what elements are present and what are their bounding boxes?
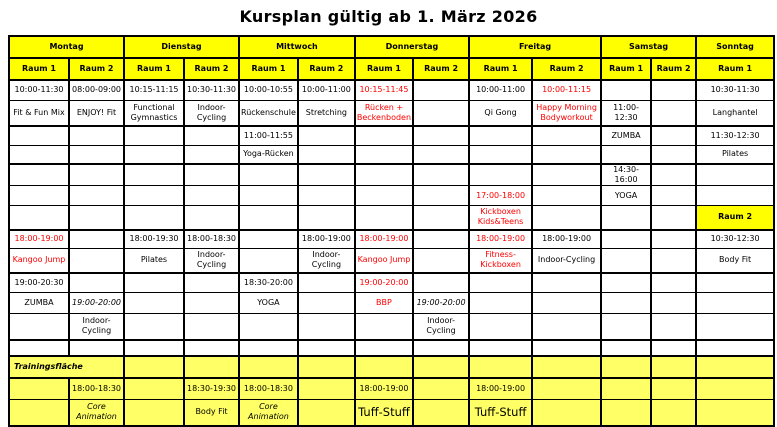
cell-evening-course-dienstag-raum2: Indoor- Cycling — [184, 249, 239, 273]
cell-trainings-course-dienstag-raum1 — [124, 400, 184, 426]
cell-morning-course-mittwoch-raum1: Rückenschule — [239, 100, 298, 126]
cell-morning-time-donnerstag-raum1: 10:15-11:45 — [355, 80, 413, 100]
cell-evening-time-freitag-raum2: 18:00-19:00 — [532, 230, 601, 249]
cell-afternoon-time-samstag-raum2 — [651, 164, 696, 186]
cell-afternoon-time-donnerstag-raum2 — [413, 164, 469, 186]
cell-late-evening-time-samstag-raum2 — [651, 273, 696, 293]
cell-late-evening-course-freitag-raum1 — [469, 293, 532, 314]
cell-midday-time-sonntag-raum1: 11:30-12:30 — [696, 126, 774, 145]
cell-trainings-course-montag-raum2: Core Animation — [69, 400, 124, 426]
cell-evening-course-donnerstag-raum1: Kangoo Jump — [355, 249, 413, 273]
cell-afternoon-course-montag-raum2 — [69, 186, 124, 206]
room-header-mittwoch-raum1: Raum 1 — [239, 58, 298, 80]
cell-trainings-header-montag-raum1: Trainingsfläche — [9, 356, 124, 378]
cell-trainings-course-mittwoch-raum2 — [298, 400, 355, 426]
row-trainings-header — [9, 356, 774, 378]
cell-afternoon-course-mittwoch-raum1 — [239, 186, 298, 206]
row-morning-course — [9, 100, 774, 126]
cell-morning-time-sonntag-raum1: 10:30-11:30 — [696, 80, 774, 100]
cell-morning-course-mittwoch-raum2: Stretching — [298, 100, 355, 126]
row-trainings-course — [9, 400, 774, 426]
room-header-montag-raum1: Raum 1 — [9, 58, 69, 80]
cell-trainings-time-sonntag-raum1 — [696, 378, 774, 400]
cell-early-evening-course-dienstag-raum2 — [184, 206, 239, 230]
cell-trainings-course-freitag-raum2 — [532, 400, 601, 426]
cell-spacer-donnerstag-raum2 — [413, 340, 469, 356]
cell-trainings-course-samstag-raum1 — [601, 400, 651, 426]
cell-afternoon-time-mittwoch-raum1 — [239, 164, 298, 186]
cell-early-evening-course-samstag-raum2 — [651, 206, 696, 230]
cell-evening-time-freitag-raum1: 18:00-19:00 — [469, 230, 532, 249]
cell-midday-course-freitag-raum2 — [532, 145, 601, 164]
cell-morning-time-mittwoch-raum2: 10:00-11:00 — [298, 80, 355, 100]
cell-morning-time-samstag-raum1 — [601, 80, 651, 100]
cell-spacer-samstag-raum1 — [601, 340, 651, 356]
cell-evening-course-donnerstag-raum2 — [413, 249, 469, 273]
cell-afternoon-course-freitag-raum2 — [532, 186, 601, 206]
cell-spacer-montag-raum1 — [9, 340, 69, 356]
cell-morning-time-montag-raum2: 08:00-09:00 — [69, 80, 124, 100]
cell-late-evening-time-mittwoch-raum1: 18:30-20:00 — [239, 273, 298, 293]
cell-midday-course-donnerstag-raum2 — [413, 145, 469, 164]
cell-midday-time-freitag-raum1 — [469, 126, 532, 145]
cell-morning-course-freitag-raum2: Happy Morning Bodyworkout — [532, 100, 601, 126]
row-spacer — [9, 340, 774, 356]
cell-early-evening-course-sonntag-raum1: Raum 2 — [696, 206, 774, 230]
cell-midday-time-samstag-raum1: ZUMBA — [601, 126, 651, 145]
cell-afternoon-course-donnerstag-raum2 — [413, 186, 469, 206]
cell-evening-course-mittwoch-raum2: Indoor- Cycling — [298, 249, 355, 273]
cell-evening-time-montag-raum1: 18:00-19:00 — [9, 230, 69, 249]
cell-midday-time-mittwoch-raum1: 11:00-11:55 — [239, 126, 298, 145]
cell-afternoon-course-donnerstag-raum1 — [355, 186, 413, 206]
row-morning-time — [9, 80, 774, 100]
cell-late-evening-time-freitag-raum1 — [469, 273, 532, 293]
row-late-evening-course — [9, 293, 774, 314]
cell-trainings-time-samstag-raum2 — [651, 378, 696, 400]
room-header-dienstag-raum2: Raum 2 — [184, 58, 239, 80]
cell-evening-time-sonntag-raum1: 10:30-12:30 — [696, 230, 774, 249]
cell-spacer-dienstag-raum2 — [184, 340, 239, 356]
cell-late-evening-course2-montag-raum2: Indoor- Cycling — [69, 314, 124, 340]
cell-afternoon-course-samstag-raum1: YOGA — [601, 186, 651, 206]
cell-trainings-header-dienstag-raum1 — [124, 356, 184, 378]
cell-late-evening-course-dienstag-raum1 — [124, 293, 184, 314]
cell-trainings-header-freitag-raum1 — [469, 356, 532, 378]
cell-morning-time-samstag-raum2 — [651, 80, 696, 100]
cell-late-evening-course-montag-raum2: 19:00-20:00 — [69, 293, 124, 314]
cell-spacer-samstag-raum2 — [651, 340, 696, 356]
cell-morning-course-freitag-raum1: Qi Gong — [469, 100, 532, 126]
cell-early-evening-course-dienstag-raum1 — [124, 206, 184, 230]
cell-afternoon-course-samstag-raum2 — [651, 186, 696, 206]
cell-late-evening-course2-mittwoch-raum2 — [298, 314, 355, 340]
cell-midday-course-mittwoch-raum1: Yoga-Rücken — [239, 145, 298, 164]
cell-late-evening-time-sonntag-raum1 — [696, 273, 774, 293]
cell-late-evening-course2-dienstag-raum1 — [124, 314, 184, 340]
cell-trainings-course-freitag-raum1: Tuff-Stuff — [469, 400, 532, 426]
cell-evening-time-dienstag-raum2: 18:00-18:30 — [184, 230, 239, 249]
cell-trainings-header-donnerstag-raum1 — [355, 356, 413, 378]
cell-afternoon-course-freitag-raum1: 17:00-18:00 — [469, 186, 532, 206]
room-header-sonntag-raum1: Raum 1 — [696, 58, 774, 80]
cell-early-evening-course-mittwoch-raum1 — [239, 206, 298, 230]
cell-afternoon-time-montag-raum1 — [9, 164, 69, 186]
cell-afternoon-course-mittwoch-raum2 — [298, 186, 355, 206]
cell-evening-course-dienstag-raum1: Pilates — [124, 249, 184, 273]
cell-late-evening-course-samstag-raum2 — [651, 293, 696, 314]
day-header-donnerstag: Donnerstag — [355, 36, 469, 58]
cell-trainings-course-montag-raum1 — [9, 400, 69, 426]
cell-afternoon-time-freitag-raum1 — [469, 164, 532, 186]
room-header-freitag-raum1: Raum 1 — [469, 58, 532, 80]
cell-late-evening-time-donnerstag-raum2 — [413, 273, 469, 293]
row-evening-course — [9, 249, 774, 273]
row-early-evening-course — [9, 206, 774, 230]
cell-afternoon-time-dienstag-raum2 — [184, 164, 239, 186]
page-title: Kursplan gültig ab 1. März 2026 — [239, 7, 538, 26]
cell-afternoon-course-montag-raum1 — [9, 186, 69, 206]
cell-evening-course-samstag-raum1 — [601, 249, 651, 273]
cell-morning-time-dienstag-raum2: 10:30-11:30 — [184, 80, 239, 100]
room-header-samstag-raum2: Raum 2 — [651, 58, 696, 80]
cell-morning-time-freitag-raum1: 10:00-11:00 — [469, 80, 532, 100]
cell-late-evening-course-freitag-raum2 — [532, 293, 601, 314]
cell-late-evening-course2-freitag-raum1 — [469, 314, 532, 340]
cell-early-evening-course-samstag-raum1 — [601, 206, 651, 230]
cell-afternoon-time-samstag-raum1: 14:30-16:00 — [601, 164, 651, 186]
cell-evening-time-mittwoch-raum2: 18:00-19:00 — [298, 230, 355, 249]
cell-evening-course-montag-raum1: Kangoo Jump — [9, 249, 69, 273]
row-afternoon-time — [9, 164, 774, 186]
cell-late-evening-time-dienstag-raum1 — [124, 273, 184, 293]
cell-trainings-course-sonntag-raum1 — [696, 400, 774, 426]
cell-midday-time-donnerstag-raum1 — [355, 126, 413, 145]
cell-late-evening-course2-donnerstag-raum1 — [355, 314, 413, 340]
cell-spacer-sonntag-raum1 — [696, 340, 774, 356]
cell-evening-course-freitag-raum1: Fitness- Kickboxen — [469, 249, 532, 273]
cell-midday-time-montag-raum1 — [9, 126, 69, 145]
cell-late-evening-course2-sonntag-raum1 — [696, 314, 774, 340]
cell-trainings-header-dienstag-raum2 — [184, 356, 239, 378]
cell-late-evening-course2-montag-raum1 — [9, 314, 69, 340]
cell-late-evening-course2-samstag-raum2 — [651, 314, 696, 340]
cell-early-evening-course-donnerstag-raum2 — [413, 206, 469, 230]
cell-evening-time-dienstag-raum1: 18:00-19:30 — [124, 230, 184, 249]
room-header-row — [9, 58, 774, 80]
cell-morning-course-dienstag-raum1: Functional Gymnastics — [124, 100, 184, 126]
cell-midday-course-sonntag-raum1: Pilates — [696, 145, 774, 164]
cell-spacer-freitag-raum2 — [532, 340, 601, 356]
cell-late-evening-time-montag-raum2 — [69, 273, 124, 293]
cell-trainings-time-montag-raum1 — [9, 378, 69, 400]
cell-morning-time-dienstag-raum1: 10:15-11:15 — [124, 80, 184, 100]
cell-evening-time-samstag-raum2 — [651, 230, 696, 249]
cell-trainings-time-samstag-raum1 — [601, 378, 651, 400]
cell-trainings-course-samstag-raum2 — [651, 400, 696, 426]
cell-trainings-header-freitag-raum2 — [532, 356, 601, 378]
row-midday-time — [9, 126, 774, 145]
cell-late-evening-course-mittwoch-raum1: YOGA — [239, 293, 298, 314]
cell-morning-course-montag-raum2: ENJOY! Fit — [69, 100, 124, 126]
room-header-montag-raum2: Raum 2 — [69, 58, 124, 80]
cell-evening-course-samstag-raum2 — [651, 249, 696, 273]
cell-midday-course-donnerstag-raum1 — [355, 145, 413, 164]
day-header-mittwoch: Mittwoch — [239, 36, 355, 58]
room-header-donnerstag-raum2: Raum 2 — [413, 58, 469, 80]
cell-midday-time-dienstag-raum2 — [184, 126, 239, 145]
cell-late-evening-course-montag-raum1: ZUMBA — [9, 293, 69, 314]
cell-trainings-time-mittwoch-raum2 — [298, 378, 355, 400]
row-midday-course — [9, 145, 774, 164]
cell-late-evening-course2-freitag-raum2 — [532, 314, 601, 340]
cell-midday-course-freitag-raum1 — [469, 145, 532, 164]
cell-late-evening-time-mittwoch-raum2 — [298, 273, 355, 293]
cell-late-evening-course-sonntag-raum1 — [696, 293, 774, 314]
cell-morning-time-montag-raum1: 10:00-11:30 — [9, 80, 69, 100]
cell-trainings-header-mittwoch-raum1 — [239, 356, 298, 378]
row-late-evening-time — [9, 273, 774, 293]
cell-evening-time-montag-raum2 — [69, 230, 124, 249]
cell-evening-time-mittwoch-raum1 — [239, 230, 298, 249]
cell-late-evening-course-mittwoch-raum2 — [298, 293, 355, 314]
cell-evening-course-montag-raum2 — [69, 249, 124, 273]
room-header-mittwoch-raum2: Raum 2 — [298, 58, 355, 80]
cell-midday-time-freitag-raum2 — [532, 126, 601, 145]
cell-morning-time-freitag-raum2: 10:00-11:15 — [532, 80, 601, 100]
row-late-evening-course2 — [9, 314, 774, 340]
row-afternoon-course — [9, 186, 774, 206]
cell-afternoon-time-mittwoch-raum2 — [298, 164, 355, 186]
cell-trainings-header-donnerstag-raum2 — [413, 356, 469, 378]
cell-evening-course-freitag-raum2: Indoor-Cycling — [532, 249, 601, 273]
cell-trainings-time-donnerstag-raum2 — [413, 378, 469, 400]
cell-early-evening-course-freitag-raum1: Kickboxen Kids&Teens — [469, 206, 532, 230]
cell-trainings-course-dienstag-raum2: Body Fit — [184, 400, 239, 426]
cell-trainings-time-freitag-raum2 — [532, 378, 601, 400]
cell-evening-time-donnerstag-raum1: 18:00-19:00 — [355, 230, 413, 249]
room-header-donnerstag-raum1: Raum 1 — [355, 58, 413, 80]
course-schedule-table — [8, 35, 775, 427]
cell-early-evening-course-montag-raum1 — [9, 206, 69, 230]
cell-early-evening-course-montag-raum2 — [69, 206, 124, 230]
cell-spacer-mittwoch-raum2 — [298, 340, 355, 356]
cell-midday-time-dienstag-raum1 — [124, 126, 184, 145]
cell-midday-course-dienstag-raum2 — [184, 145, 239, 164]
day-header-samstag: Samstag — [601, 36, 696, 58]
cell-late-evening-course2-mittwoch-raum1 — [239, 314, 298, 340]
cell-afternoon-course-dienstag-raum2 — [184, 186, 239, 206]
row-evening-time — [9, 230, 774, 249]
cell-trainings-time-mittwoch-raum1: 18:00-18:30 — [239, 378, 298, 400]
cell-morning-course-sonntag-raum1: Langhantel — [696, 100, 774, 126]
cell-late-evening-time-freitag-raum2 — [532, 273, 601, 293]
cell-trainings-course-donnerstag-raum2 — [413, 400, 469, 426]
cell-midday-course-dienstag-raum1 — [124, 145, 184, 164]
cell-late-evening-time-donnerstag-raum1: 19:00-20:00 — [355, 273, 413, 293]
cell-trainings-header-samstag-raum2 — [651, 356, 696, 378]
cell-morning-course-montag-raum1: Fit & Fun Mix — [9, 100, 69, 126]
cell-trainings-course-mittwoch-raum1: Core Animation — [239, 400, 298, 426]
cell-afternoon-time-freitag-raum2 — [532, 164, 601, 186]
cell-midday-time-mittwoch-raum2 — [298, 126, 355, 145]
cell-spacer-mittwoch-raum1 — [239, 340, 298, 356]
cell-spacer-donnerstag-raum1 — [355, 340, 413, 356]
cell-evening-time-samstag-raum1 — [601, 230, 651, 249]
cell-trainings-header-sonntag-raum1 — [696, 356, 774, 378]
cell-early-evening-course-mittwoch-raum2 — [298, 206, 355, 230]
cell-afternoon-time-donnerstag-raum1 — [355, 164, 413, 186]
cell-spacer-montag-raum2 — [69, 340, 124, 356]
cell-trainings-time-freitag-raum1: 18:00-19:00 — [469, 378, 532, 400]
cell-morning-course-donnerstag-raum2 — [413, 100, 469, 126]
cell-midday-time-donnerstag-raum2 — [413, 126, 469, 145]
cell-midday-course-samstag-raum2 — [651, 145, 696, 164]
room-header-samstag-raum1: Raum 1 — [601, 58, 651, 80]
cell-late-evening-course2-donnerstag-raum2: Indoor- Cycling — [413, 314, 469, 340]
cell-early-evening-course-donnerstag-raum1 — [355, 206, 413, 230]
day-header-sonntag: Sonntag — [696, 36, 774, 58]
cell-late-evening-time-montag-raum1: 19:00-20:30 — [9, 273, 69, 293]
cell-midday-course-samstag-raum1 — [601, 145, 651, 164]
row-trainings-time — [9, 378, 774, 400]
cell-morning-course-samstag-raum1: 11:00-12:30 — [601, 100, 651, 126]
cell-midday-course-mittwoch-raum2 — [298, 145, 355, 164]
cell-trainings-time-montag-raum2: 18:00-18:30 — [69, 378, 124, 400]
room-header-dienstag-raum1: Raum 1 — [124, 58, 184, 80]
cell-midday-course-montag-raum2 — [69, 145, 124, 164]
cell-morning-time-donnerstag-raum2 — [413, 80, 469, 100]
cell-late-evening-time-dienstag-raum2 — [184, 273, 239, 293]
cell-midday-time-samstag-raum2 — [651, 126, 696, 145]
room-header-freitag-raum2: Raum 2 — [532, 58, 601, 80]
cell-afternoon-course-sonntag-raum1 — [696, 186, 774, 206]
cell-trainings-time-dienstag-raum2: 18:30-19:30 — [184, 378, 239, 400]
cell-morning-time-mittwoch-raum1: 10:00-10:55 — [239, 80, 298, 100]
day-header-dienstag: Dienstag — [124, 36, 239, 58]
cell-late-evening-course-donnerstag-raum2: 19:00-20:00 — [413, 293, 469, 314]
cell-late-evening-course2-dienstag-raum2 — [184, 314, 239, 340]
cell-late-evening-time-samstag-raum1 — [601, 273, 651, 293]
cell-trainings-time-dienstag-raum1 — [124, 378, 184, 400]
cell-midday-time-montag-raum2 — [69, 126, 124, 145]
day-header-row — [9, 36, 774, 58]
cell-midday-course-montag-raum1 — [9, 145, 69, 164]
day-header-montag: Montag — [9, 36, 124, 58]
cell-morning-course-dienstag-raum2: Indoor- Cycling — [184, 100, 239, 126]
cell-trainings-time-donnerstag-raum1: 18:00-19:00 — [355, 378, 413, 400]
cell-late-evening-course-dienstag-raum2 — [184, 293, 239, 314]
cell-trainings-course-donnerstag-raum1: Tuff-Stuff — [355, 400, 413, 426]
cell-spacer-freitag-raum1 — [469, 340, 532, 356]
cell-evening-course-sonntag-raum1: Body Fit — [696, 249, 774, 273]
cell-afternoon-time-montag-raum2 — [69, 164, 124, 186]
cell-trainings-header-samstag-raum1 — [601, 356, 651, 378]
cell-morning-course-samstag-raum2 — [651, 100, 696, 126]
cell-afternoon-time-dienstag-raum1 — [124, 164, 184, 186]
cell-trainings-header-mittwoch-raum2 — [298, 356, 355, 378]
cell-spacer-dienstag-raum1 — [124, 340, 184, 356]
cell-afternoon-course-dienstag-raum1 — [124, 186, 184, 206]
cell-late-evening-course-donnerstag-raum1: BBP — [355, 293, 413, 314]
cell-morning-course-donnerstag-raum1: Rücken + Beckenboden — [355, 100, 413, 126]
cell-afternoon-time-sonntag-raum1 — [696, 164, 774, 186]
cell-late-evening-course-samstag-raum1 — [601, 293, 651, 314]
cell-early-evening-course-freitag-raum2 — [532, 206, 601, 230]
day-header-freitag: Freitag — [469, 36, 601, 58]
cell-late-evening-course2-samstag-raum1 — [601, 314, 651, 340]
cell-evening-time-donnerstag-raum2 — [413, 230, 469, 249]
cell-evening-course-mittwoch-raum1 — [239, 249, 298, 273]
